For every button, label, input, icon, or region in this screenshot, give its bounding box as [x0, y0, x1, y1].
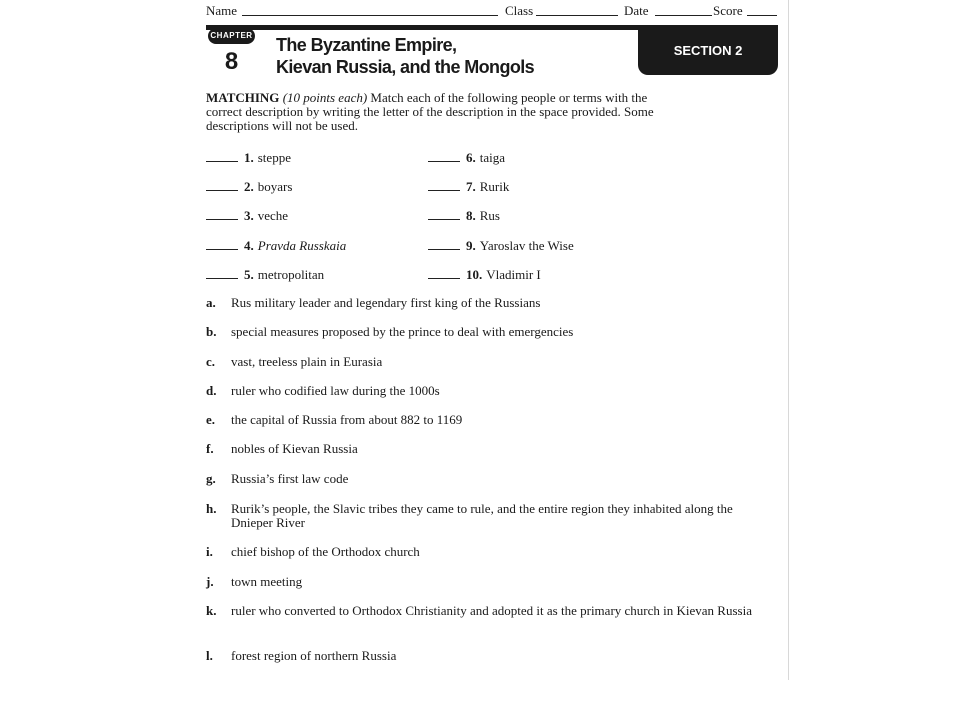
term: veche — [257, 208, 289, 223]
answer-blank-6[interactable] — [428, 150, 460, 162]
class-line — [536, 3, 618, 16]
description-f: f. nobles of Kievan Russia — [206, 441, 358, 456]
chapter-number: 8 — [224, 48, 239, 75]
chapter-badge: CHAPTER — [208, 28, 255, 44]
term: boyars — [257, 179, 293, 194]
name-label: Name — [206, 3, 238, 18]
date-label: Date — [624, 3, 649, 18]
header-row — [206, 3, 778, 19]
chapter-title-line1: The Byzantine Empire, — [276, 35, 457, 55]
section-label: SECTION 2 — [638, 28, 778, 75]
term: metropolitan — [257, 267, 325, 282]
answer-blank-1[interactable] — [206, 150, 238, 162]
term: Pravda Russkaia — [257, 238, 347, 253]
worksheet-page — [198, 0, 789, 680]
match-item-9: 9. Yaroslav the Wise — [428, 238, 574, 254]
score-label: Score — [713, 3, 743, 18]
answer-blank-4[interactable] — [206, 238, 238, 250]
match-item-7: 7. Rurik — [428, 179, 509, 195]
answer-blank-3[interactable] — [206, 208, 238, 220]
description-k: k. ruler who converted to Orthodox Christianity and adopted it as the primary church in Kievan Russia — [206, 603, 752, 618]
answer-blank-2[interactable] — [206, 179, 238, 191]
instructions-text: Match each of the following people or terms with the correct description by writing the letter of the description in the space provided. Some descriptions will not be used. — [206, 90, 654, 133]
description-c: c. vast, treeless plain in Eurasia — [206, 354, 383, 369]
score-line — [747, 3, 777, 16]
chapter-title — [276, 34, 616, 78]
match-item-8: 8. Rus — [428, 208, 500, 224]
match-item-10: 10. Vladimir I — [428, 267, 541, 283]
name-line — [242, 3, 498, 16]
match-item-4: 4. Pravda Russkaia — [206, 238, 346, 254]
instructions-points: (10 points each) — [282, 90, 368, 105]
answer-blank-7[interactable] — [428, 179, 460, 191]
match-item-2: 2. boyars — [206, 179, 292, 195]
description-b: b. special measures proposed by the prince to deal with emergencies — [206, 324, 574, 339]
term: steppe — [257, 150, 291, 165]
answer-blank-5[interactable] — [206, 267, 238, 279]
answer-blank-8[interactable] — [428, 208, 460, 220]
term: Rus — [479, 208, 500, 223]
term: Vladimir I — [486, 267, 541, 282]
answer-blank-10[interactable] — [428, 267, 460, 279]
match-item-1: 1. steppe — [206, 150, 291, 166]
match-item-3: 3. veche — [206, 208, 288, 224]
instructions — [206, 91, 686, 133]
answer-blank-9[interactable] — [428, 238, 460, 250]
instructions-lead: MATCHING — [206, 90, 280, 105]
description-g: g. Russia’s first law code — [206, 471, 349, 486]
match-item-5: 5. metropolitan — [206, 267, 324, 283]
match-item-6: 6. taiga — [428, 150, 505, 166]
description-e: e. the capital of Russia from about 882 to 1169 — [206, 412, 463, 427]
description-j: j. town meeting — [206, 574, 303, 589]
class-label: Class — [505, 3, 534, 18]
description-l: l. forest region of northern Russia — [206, 648, 397, 663]
description-d: d. ruler who codified law during the 1000s — [206, 383, 440, 398]
term: taiga — [479, 150, 506, 165]
term: Yaroslav the Wise — [479, 238, 574, 253]
term: Rurik — [479, 179, 510, 194]
description-h: h. Rurik’s people, the Slavic tribes they came to rule, and the entire region they inhabited along the Dnieper River — [206, 501, 733, 530]
chapter-title-line2: Kievan Russia, and the Mongols — [276, 57, 535, 77]
description-i: i. chief bishop of the Orthodox church — [206, 544, 420, 559]
date-line — [655, 3, 712, 16]
description-a: a. Rus military leader and legendary first king of the Russians — [206, 295, 541, 310]
